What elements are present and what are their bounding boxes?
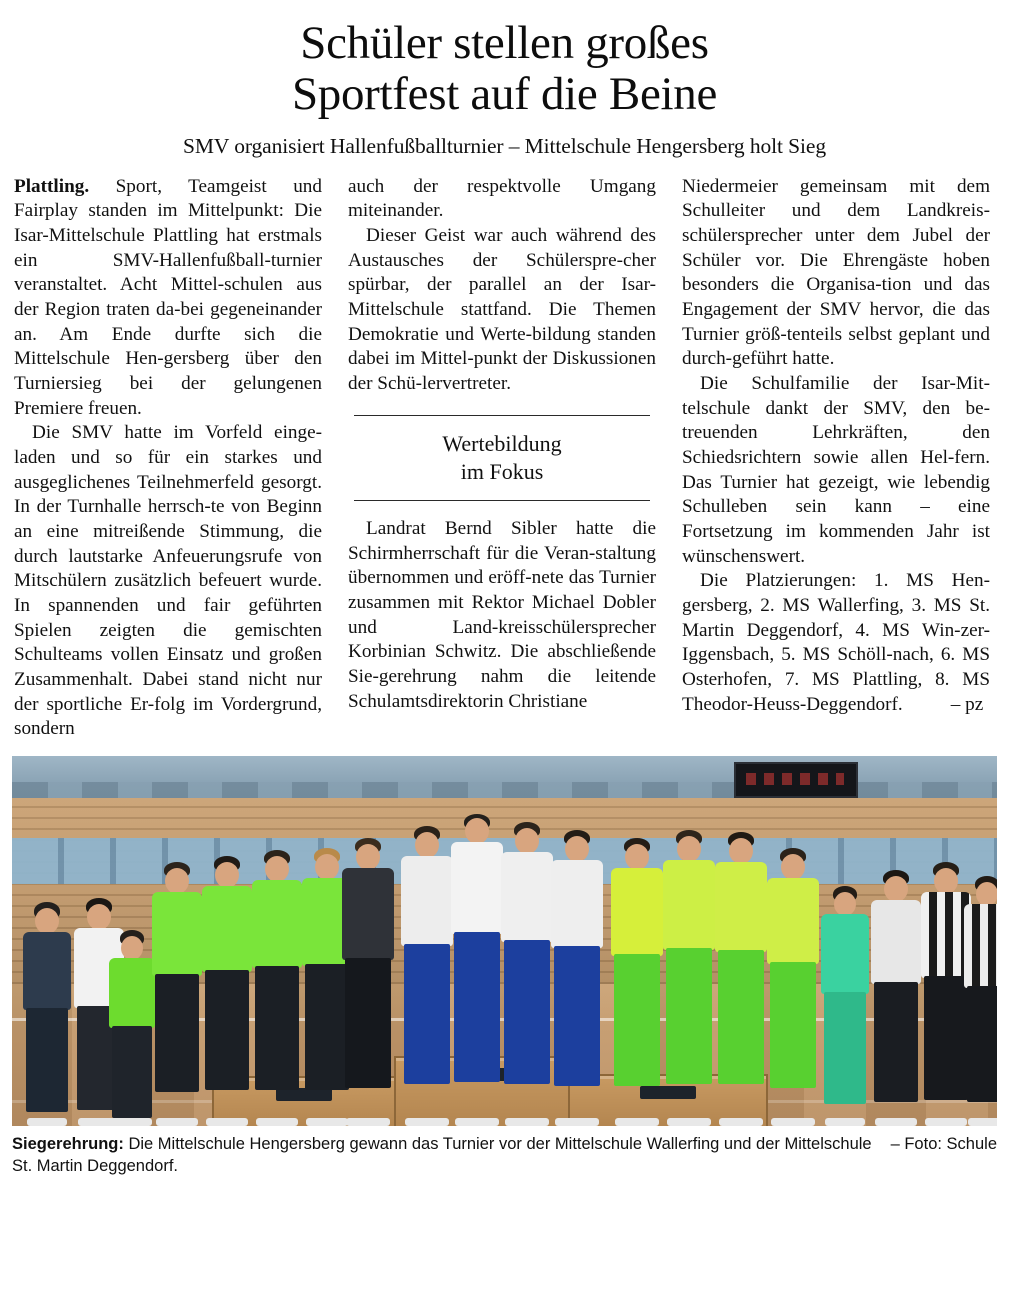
person [818,876,872,1126]
paragraph-4: Dieser Geist war auch während des Austausches der Schülerspre-cher spürbar, der parallel an der Isar-Mittelschule stattfand. Die Themen Demokratie und Werte-bildung standen dabei im Mittel-punkt der Diskussionen der Schü-lervertreter. [348,224,656,394]
person [608,834,666,1126]
page-title [52,18,957,120]
paragraph-dateline [14,175,322,422]
paragraph-7: Die Schulfamilie der Isar-Mit-telschule dankt der SMV, den be-treuenden Lehrkräften, den Schiedsrichtern sowie allen Hel-fern. Das Turnier hat gezeigt, wie lebendig Schulleben sein kann – eine Fortsetzung im kommenden Jahr ist wünschenswert. [682,372,990,567]
person [868,864,924,1126]
newspaper-page [0,18,1009,1298]
person [962,868,997,1126]
paragraph-3: auch der respektvolle Umgang miteinander. [348,175,656,222]
pull-quote-line-1: Wertebildung [442,430,562,456]
paragraph-1-text: Sport, Teamgeist und Fairplay standen im Mittelpunkt: Die Isar-Mittelschule Plattling hat erstmals ein SMV-Hallenfußball-turnier veranstaltet. Acht Mittel-schulen aus der Region traten da-bei gegeneinander an. Am Ende durfte sich die Mittelschule Hen-gersberg über den Turniersieg bei der gelungenen Premiere freuen. [14,175,322,419]
person [548,826,606,1126]
author-signature: – pz [950,693,984,715]
subheadline: SMV organisiert Hallenfußballturnier – Mittelschule Hengersberg holt Sieg [183,133,826,158]
person [20,896,74,1126]
pull-quote-line-2: im Fokus [460,458,544,484]
person [660,828,718,1126]
paragraph-8-text: Die Platzierungen: 1. MS Hen-gersberg, 2. MS Wallerfing, 3. MS St. Martin Deggendorf, 4. MS Win-zer-Iggensbach, 5. MS Schöll-nach, 6. MS Osterhofen, 7. MS Plattling, 8. MS Theodor-Heuss-Deggendorf. [682,570,990,715]
paragraph-8 [682,569,990,717]
caption-text: Die Mittelschule Hengersberg gewann das Turnier vor der Mittelschule Wallerfing und der Mittelschule St. Martin Deggendorf. [12,1134,872,1175]
article-body [14,175,995,742]
person [712,830,770,1126]
paragraph-5: Landrat Bernd Sibler hatte die Schirmherrschaft für die Veran-staltung übernommen und eröff-nete das Turnier zusammen mit Rektor Michael Dobler und Land-kreisschülersprecher Korbinian Schwitz. Die abschließende Sie-gerehrung nahm die leitende Schulamtsdirektorin Christiane [348,517,656,712]
column-3 [682,175,990,718]
dateline: Plattling. [14,175,90,197]
person [764,842,822,1126]
headline-line-2: Sportfest auf die Beine [291,67,718,120]
caption-lead: Siegerehrung: [12,1134,124,1153]
paragraph-2: Die SMV hatte im Vorfeld einge-laden und so für ein starkes und ausgeglichenes Teilnehmerfeld gesorgt. In der Turnhalle herrsch-te von Beginn an eine mitreißende Stimmung, die durch lautstarke Anfeuerungsrufe von Mitschülern zusätzlich befeuert wurde. In spannenden und fair geführten Spielen zeigten die gemischten Schulteams vollen Einsatz und großen Zusammenhalt. Dabei stand nicht nur der sportliche Er-folg im Vordergrund, sondern [14,422,322,740]
pull-quote [354,415,650,501]
photo-credit: – Foto: Schule [890,1134,997,1153]
photo-scoreboard [734,762,858,798]
column-1 [14,175,322,742]
person-with-trophy [338,838,398,1126]
photo-caption [12,1134,997,1178]
paragraph-6: Niedermeier gemeinsam mit dem Schulleiter und dem Landkreis-schülersprecher unter dem Jubel der Schüler vor. Die Ehrengäste hoben besonders die Organisa-tion und das Engagement der SMV hervor, die das Turnier größ-tenteils selbst geplant und durch-geführt hatte. [682,175,990,370]
headline-line-1: Schüler stellen großes [300,17,709,69]
column-2 [348,175,656,715]
photo-block [12,756,997,1178]
award-ceremony-photo [12,756,997,1126]
